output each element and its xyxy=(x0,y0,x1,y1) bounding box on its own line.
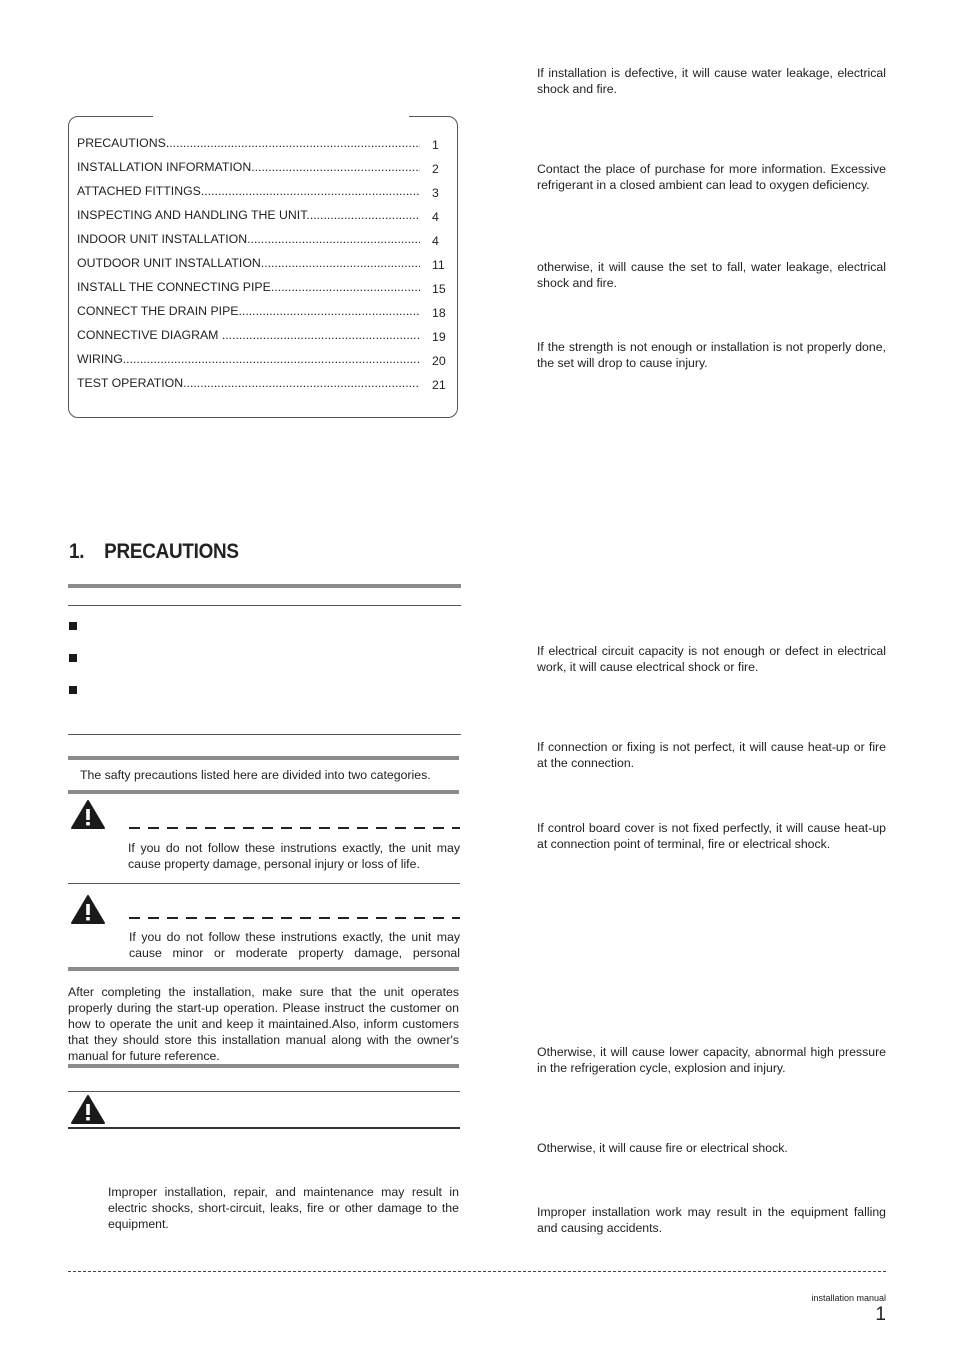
footer-label: installation manual xyxy=(811,1293,886,1303)
warning-text: If you do not follow these instrutions exactly, the unit may cause property damage, personal injury or loss of life. xyxy=(128,841,460,871)
warning-icon xyxy=(70,1094,106,1126)
divider xyxy=(68,605,461,606)
page-number: 1 xyxy=(875,1304,886,1325)
toc-item[interactable] xyxy=(77,207,445,223)
toc-item-page: 18 xyxy=(432,306,446,320)
improper-install-text: Improper installation, repair, and maintenance may result in electric shocks, short-circuit, leaks, fire or other damage to the equipment. xyxy=(108,1185,459,1231)
caution-text: If you do not follow these instrutions exactly, the unit may cause minor or moderate property damage, personal xyxy=(129,930,460,960)
divider xyxy=(68,1091,460,1092)
caution-icon xyxy=(70,894,106,926)
note-rule-top xyxy=(68,756,459,760)
precaution-note: Otherwise, it will cause fire or electrical shock. xyxy=(537,1141,788,1155)
toc-item-page: 4 xyxy=(432,210,439,224)
precaution-note: If installation is defective, it will cause water leakage, electrical shock and fire. xyxy=(537,66,886,96)
toc-item[interactable] xyxy=(77,375,445,391)
bullet-square xyxy=(69,686,77,694)
bullet-square xyxy=(69,622,77,630)
precaution-note: If electrical circuit capacity is not enough or defect in electrical work, it will cause electrical shock or fire. xyxy=(537,644,886,674)
toc-item-label: ATTACHED FITTINGS xyxy=(77,184,201,198)
toc-item[interactable] xyxy=(77,327,445,343)
toc-item-label: OUTDOOR UNIT INSTALLATION xyxy=(77,256,261,270)
signal-word-placeholder xyxy=(129,917,460,919)
toc-item-page: 4 xyxy=(432,234,439,248)
toc-item-page: 11 xyxy=(432,258,445,272)
toc-item-label: PRECAUTIONS xyxy=(77,136,166,150)
precaution-note: If connection or fixing is not perfect, it will cause heat-up or fire at the connection. xyxy=(537,740,886,770)
toc-item-page: 19 xyxy=(432,330,446,344)
footer-rule xyxy=(68,1271,886,1272)
signal-word-placeholder xyxy=(129,827,460,829)
toc-item-page: 2 xyxy=(432,162,439,176)
toc-item-label: CONNECT THE DRAIN PIPE xyxy=(77,304,239,318)
toc-item-label: WIRING xyxy=(77,352,123,366)
precaution-note: Improper installation work may result in the equipment falling and causing accidents. xyxy=(537,1205,886,1235)
toc-item[interactable] xyxy=(77,351,445,367)
section-rule xyxy=(68,1064,459,1068)
toc-item[interactable] xyxy=(77,135,445,151)
heading-rule xyxy=(68,584,461,588)
toc-item[interactable] xyxy=(77,159,445,175)
toc-item-page: 3 xyxy=(432,186,439,200)
warning-icon xyxy=(70,799,106,831)
toc-item-page: 21 xyxy=(432,378,446,392)
toc-item-label: INSTALL THE CONNECTING PIPE xyxy=(77,280,271,294)
toc-item-label: INSPECTING AND HANDLING THE UNIT xyxy=(77,208,307,222)
divider xyxy=(68,883,460,884)
section-heading: 1. PRECAUTIONS xyxy=(69,540,239,563)
toc-item[interactable] xyxy=(77,231,445,247)
toc-item[interactable] xyxy=(77,279,445,295)
divider xyxy=(68,734,461,735)
precaution-note: If the strength is not enough or installation is not properly done, the set will drop to cause injury. xyxy=(537,340,886,370)
toc-item-label: CONNECTIVE DIAGRAM xyxy=(77,328,222,342)
divider xyxy=(68,1127,460,1129)
precaution-note: If control board cover is not fixed perfectly, it will cause heat-up at connection point of terminal, fire or electrical shock. xyxy=(537,821,886,851)
toc-item-label: INSTALLATION INFORMATION xyxy=(77,160,252,174)
categories-note: The safty precautions listed here are divided into two categories. xyxy=(80,768,431,782)
toc-item-page: 1 xyxy=(432,138,439,152)
toc-item-page: 15 xyxy=(432,282,446,296)
caution-rule xyxy=(68,967,459,971)
toc-item-label: INDOOR UNIT INSTALLATION xyxy=(77,232,248,246)
toc-item-label: TEST OPERATION xyxy=(77,376,184,390)
precaution-note: Otherwise, it will cause lower capacity, abnormal high pressure in the refrigeration cycle, explosion and injury. xyxy=(537,1045,886,1075)
note-rule-bottom xyxy=(68,790,459,794)
toc-item[interactable] xyxy=(77,303,445,319)
toc-item[interactable] xyxy=(77,183,445,199)
toc-item[interactable] xyxy=(77,255,445,271)
toc-item-page: 20 xyxy=(432,354,446,368)
bullet-square xyxy=(69,654,77,662)
after-install-text: After completing the installation, make sure that the unit operates properly during the start-up operation. Please instruct the customer on how to operate the unit and keep it maintained.Also, inform customers that they should store this installation manual along with the owner's manual for future reference. xyxy=(68,985,459,1063)
precaution-note: otherwise, it will cause the set to fall, water leakage, electrical shock and fire. xyxy=(537,260,886,290)
precaution-note: Contact the place of purchase for more information. Excessive refrigerant in a closed ambient can lead to oxygen deficiency. xyxy=(537,162,886,192)
